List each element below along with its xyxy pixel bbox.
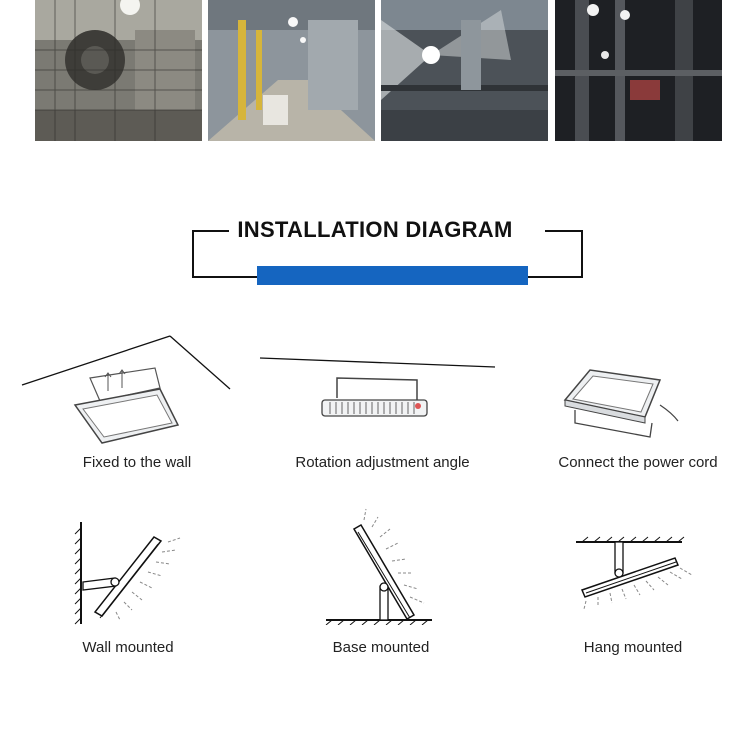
hang-mount-icon [572,535,697,610]
night-plant-photo [555,0,722,141]
page-title: INSTALLATION DIAGRAM [0,217,750,243]
industrial-fan-photo [35,0,202,141]
wall-fixed-icon [20,333,235,448]
base-mount-icon [320,505,440,625]
power-cord-icon [560,365,685,445]
floodlight-beam-photo [381,0,548,141]
mount-label-hang: Hang mounted [583,639,683,656]
factory-corridor-photo [208,0,375,141]
wall-mount-icon [70,520,190,630]
mount-label-wall: Wall mounted [82,639,174,656]
step-label-power: Connect the power cord [558,454,718,471]
step-label-rotation: Rotation adjustment angle [295,454,470,471]
accent-bar [257,266,528,285]
rotation-angle-icon [255,350,500,425]
step-label-wall: Fixed to the wall [82,454,192,471]
mount-label-base: Base mounted [332,639,430,656]
